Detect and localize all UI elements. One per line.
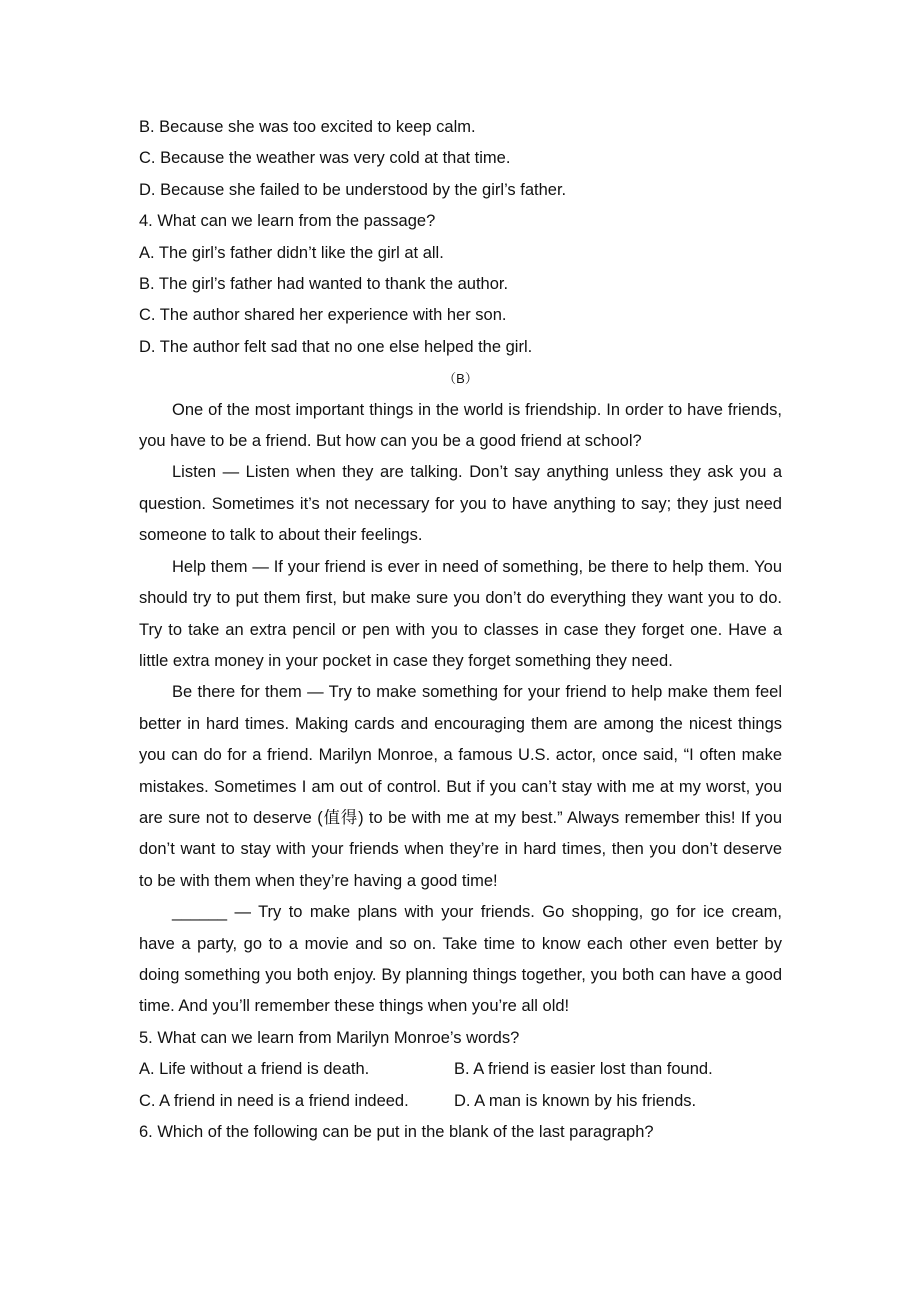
q3-option-b: B. Because she was too excited to keep calm. [139, 118, 476, 136]
passage-paragraph-be-there: Be there for them — Try to make something for your friend to help make them feel better in hard times. Making cards and encouraging them are among the nicest things you can do for a friend. Marilyn Monroe, a famous U.S. actor, once said, “I often make mistakes. Sometimes I am out of control. But if you can’t stay with me at my worst, you are sure not to deserve (值得) to be with me at my best.” Always remember this! If you don’t want to stay with your friends when they’re in hard times, then you don’t deserve to be with them when they’re having a good time! [139, 683, 782, 890]
q4-option-c: C. The author shared her experience with her son. [139, 306, 507, 325]
q6-question: 6. Which of the following can be put in the blank of the last paragraph? [139, 1123, 654, 1141]
q5-option-b: B. A friend is easier lost than found. [454, 1060, 713, 1079]
q5-question: 5. What can we learn from Marilyn Monroe’s words? [139, 1028, 520, 1047]
passage-paragraph-blank: ______ — Try to make plans with your friends. Go shopping, go for ice cream, have a party, go to a movie and so on. Take time to know each other even better by doing something you both enjoy. By planning things together, you both can have a good time. And you’ll remember these things when you’re all old! [139, 903, 782, 1016]
q4-option-a: A. The girl’s father didn’t like the girl at all. [139, 243, 444, 262]
document-page [139, 112, 782, 1148]
q4-question: 4. What can we learn from the passage? [139, 212, 436, 231]
q3-option-d: D. Because she failed to be understood by the girl’s father. [139, 180, 567, 199]
passage-paragraph-intro: One of the most important things in the world is friendship. In order to have friends, you have to be a friend. But how can you be a good friend at school? [139, 400, 782, 451]
q5-options-row-2 [139, 1086, 782, 1117]
passage-paragraph-help: Help them — If your friend is ever in need of something, be there to help them. You should try to put them first, but make sure you don’t do everything they want you to do. Try to take an extra pencil or pen with you to classes in case they forget one. Have a little extra money in your pocket in case they forget something they need. [139, 557, 782, 670]
q5-option-d: D. A man is known by his friends. [454, 1091, 697, 1110]
q5-option-a: A. Life without a friend is death. [139, 1060, 370, 1079]
section-b-label: （B） [443, 371, 478, 387]
q4-option-b: B. The girl’s father had wanted to thank the author. [139, 275, 509, 294]
q5-options-row-1 [139, 1054, 782, 1085]
passage-paragraph-listen: Listen — Listen when they are talking. Don’t say anything unless they ask you a question. Sometimes it’s not necessary for you to have anything to say; they just need someone to talk to about their feelings. [139, 463, 782, 545]
q4-option-d: D. The author felt sad that no one else helped the girl. [139, 337, 533, 356]
q5-option-c: C. A friend in need is a friend indeed. [139, 1091, 409, 1110]
q3-option-c: C. Because the weather was very cold at that time. [139, 149, 511, 168]
